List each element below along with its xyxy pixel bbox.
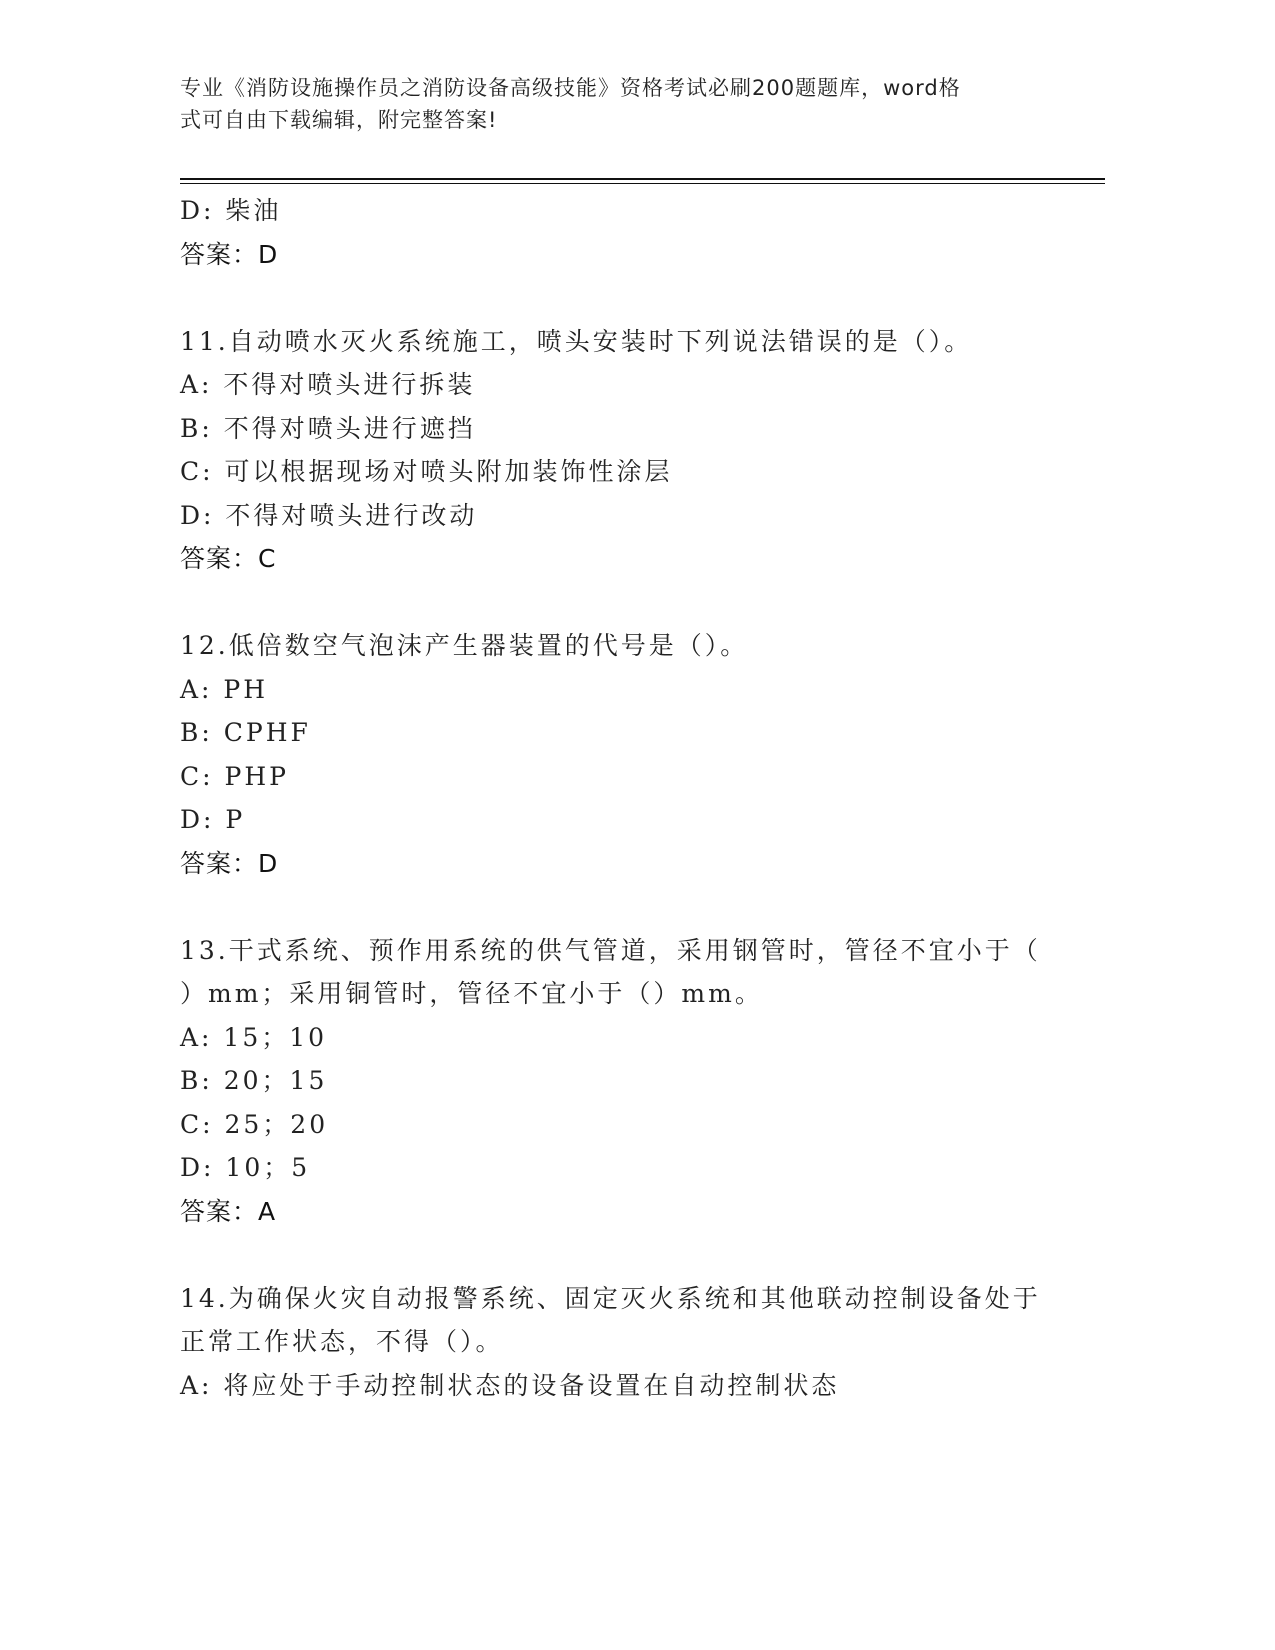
option-b: B: 不得对喷头进行遮挡 xyxy=(180,413,476,443)
header-line-2: 式可自由下载编辑，附完整答案! xyxy=(180,108,498,132)
option-d: D: 柴油 xyxy=(180,196,282,225)
question-14 xyxy=(180,1277,1060,1408)
question-stem: 11.自动喷水灭火系统施工，喷头安装时下列说法错误的是（）。 xyxy=(180,326,973,356)
option-a: A: 将应处于手动控制状态的设备设置在自动控制状态 xyxy=(180,1370,840,1400)
spacer xyxy=(180,276,1060,320)
option-b: B: 20；15 xyxy=(180,1066,328,1095)
option-c: C: PHP xyxy=(180,761,289,791)
option-c: C: 25；20 xyxy=(180,1109,329,1139)
question-stem-line-2: ）mm；采用铜管时，管径不宜小于（）mm。 xyxy=(180,979,763,1008)
option-c: C: 可以根据现场对喷头附加装饰性涂层 xyxy=(180,457,673,486)
question-stem-line-1: 13.干式系统、预作用系统的供气管道，采用钢管时，管径不宜小于（ xyxy=(180,935,1041,965)
header-divider-thin xyxy=(180,183,1105,184)
option-d: D: P xyxy=(180,805,246,834)
header-divider xyxy=(180,178,1105,180)
question-list xyxy=(180,189,1060,1407)
answer-line: 答案：D xyxy=(180,239,279,269)
spacer xyxy=(180,581,1060,625)
question-10-tail xyxy=(180,189,1060,276)
option-b: B: CPHF xyxy=(180,718,311,747)
header-line-1: 专业《消防设施操作员之消防设备高级技能》资格考试必刷200题题库，word格 xyxy=(180,76,961,100)
answer-line: 答案：C xyxy=(180,544,277,573)
option-d: D: 10；5 xyxy=(180,1153,311,1182)
question-stem-line-2: 正常工作状态，不得（）。 xyxy=(180,1327,504,1356)
spacer xyxy=(180,1233,1060,1277)
question-stem-line-1: 14.为确保火灾自动报警系统、固定灭火系统和其他联动控制设备处于 xyxy=(180,1283,1041,1313)
question-11 xyxy=(180,320,1060,581)
option-a: A: 15；10 xyxy=(180,1022,328,1052)
spacer xyxy=(180,885,1060,929)
answer-line: 答案：A xyxy=(180,1196,277,1226)
option-a: A: PH xyxy=(180,674,269,704)
document-header xyxy=(180,72,1060,136)
answer-line: 答案：D xyxy=(180,848,279,878)
question-12 xyxy=(180,624,1060,885)
option-d: D: 不得对喷头进行改动 xyxy=(180,500,478,530)
option-a: A: 不得对喷头进行拆装 xyxy=(180,370,476,399)
question-13 xyxy=(180,929,1060,1234)
question-stem: 12.低倍数空气泡沫产生器装置的代号是（）。 xyxy=(180,631,749,660)
